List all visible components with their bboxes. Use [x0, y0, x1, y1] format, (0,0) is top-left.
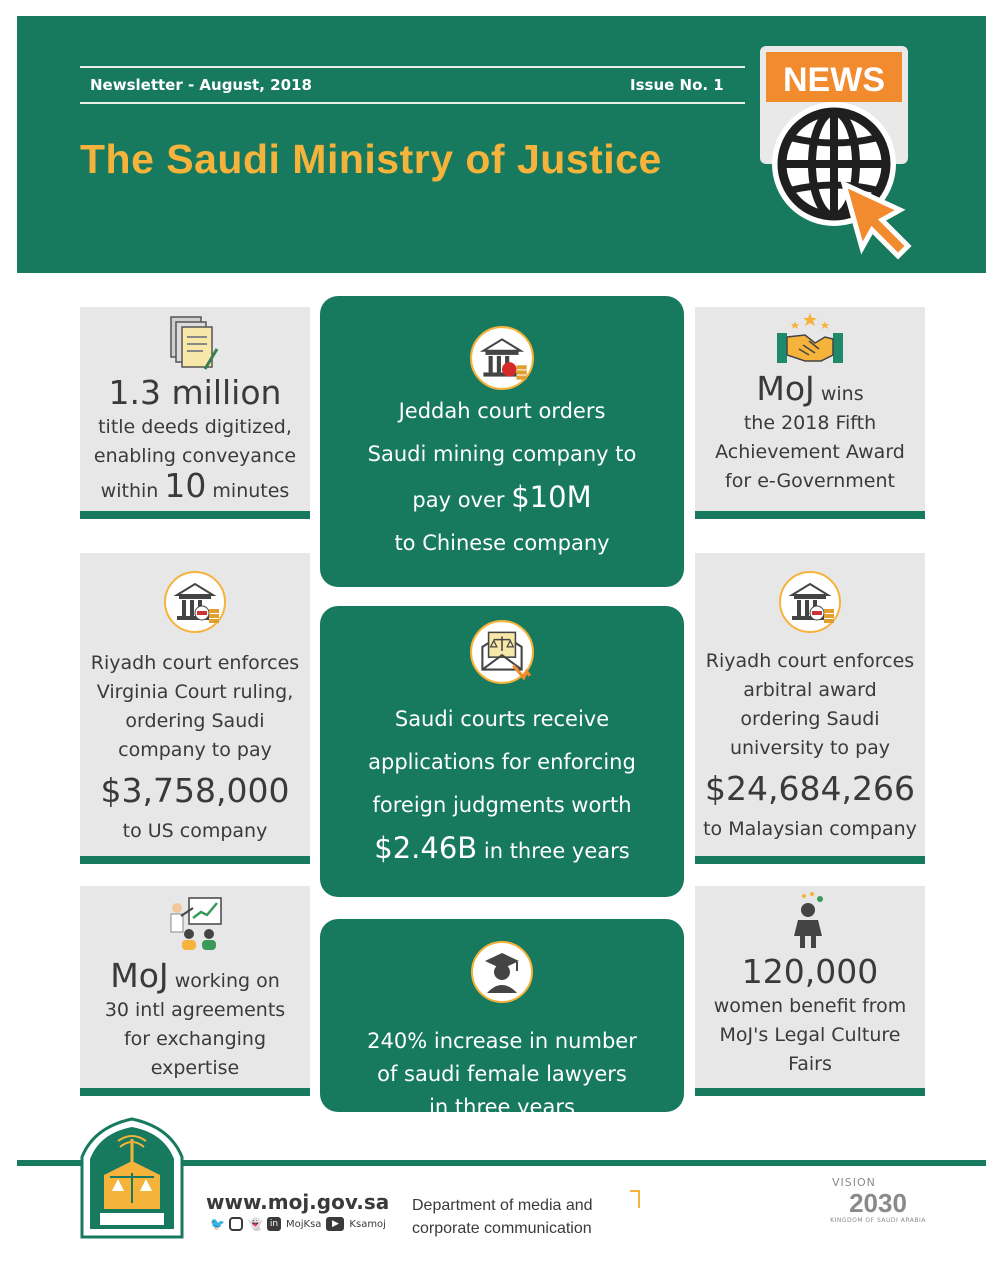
virginia-line-1: Riyadh court enforces	[90, 652, 300, 674]
virginia-line-3: ordering Saudi	[125, 710, 265, 732]
jeddah-line-3a: pay over	[412, 488, 505, 512]
deeds-line-3b: minutes	[212, 480, 290, 502]
malaysia-amount: $24,684,266	[705, 769, 915, 808]
department-line-1: Department of media and	[412, 1197, 593, 1214]
award-line-3: Achievement Award	[715, 441, 905, 463]
card-virginia-ruling	[80, 553, 310, 864]
deeds-count: 1.3 million	[108, 373, 282, 412]
lawyers-line-2: of saudi female lawyers	[377, 1062, 627, 1086]
malaysia-line-3: ordering Saudi	[740, 708, 880, 730]
linkedin-icon[interactable]: in	[267, 1217, 281, 1231]
header-rule-top	[80, 66, 745, 68]
deeds-line-3a: within	[100, 480, 159, 502]
handshake-award-icon	[775, 311, 845, 369]
news-badge-text: NEWS	[783, 61, 885, 99]
department-name	[412, 1194, 593, 1240]
agreements-line-1: working on	[174, 970, 280, 992]
virginia-amount: $3,758,000	[100, 771, 290, 810]
page-title: The Saudi Ministry of Justice	[80, 136, 662, 182]
agreements-line-3: for exchanging	[123, 1028, 267, 1050]
envelope-scales-icon	[470, 620, 534, 684]
award-line-2: the 2018 Fifth	[743, 412, 877, 434]
malaysia-line-2: arbitral award	[743, 679, 877, 701]
social-handle-2[interactable]: Ksamoj	[349, 1218, 386, 1230]
graduate-icon	[471, 941, 533, 1003]
virginia-line-4: company to pay	[118, 739, 272, 761]
card-jeddah-court	[320, 296, 684, 587]
malaysia-line-1: Riyadh court enforces	[705, 650, 915, 672]
award-line-1: wins	[820, 383, 864, 405]
department-line-2: corporate communication	[412, 1220, 592, 1237]
award-moj: MoJ	[756, 369, 815, 408]
women-line-2: MoJ's Legal Culture	[719, 1024, 901, 1046]
virginia-line-5: to US company	[122, 820, 268, 842]
card-women-fairs	[695, 886, 925, 1096]
instagram-icon[interactable]	[229, 1217, 243, 1231]
malaysia-line-5: to Malaysian company	[703, 818, 917, 840]
jeddah-line-1: Jeddah court orders	[398, 399, 606, 423]
foreign-line-3: foreign judgments worth	[372, 793, 632, 817]
deeds-line-2: enabling conveyance	[93, 445, 297, 467]
jeddah-line-2: Saudi mining company to	[367, 442, 637, 466]
court-yuan-icon	[470, 326, 534, 390]
social-links	[210, 1217, 386, 1231]
woman-idea-icon	[790, 890, 830, 950]
agreements-line-4: expertise	[150, 1057, 240, 1079]
court-usd-icon	[779, 571, 841, 633]
virginia-line-2: Virginia Court ruling,	[96, 681, 294, 703]
card-award	[695, 307, 925, 519]
foreign-amount: $2.46B	[374, 831, 478, 865]
agreements-line-2: 30 intl agreements	[104, 999, 286, 1021]
vision-year: 2030	[849, 1188, 907, 1218]
deeds-line-1: title deeds digitized,	[98, 416, 292, 438]
vision-2030-logo	[828, 1176, 928, 1238]
card-foreign-judgments	[320, 606, 684, 897]
card-intl-agreements	[80, 886, 310, 1096]
ministry-emblem-logo	[80, 1117, 184, 1239]
department-accent	[630, 1190, 640, 1208]
lawyers-line-1: 240% increase in number	[367, 1029, 637, 1053]
header-rule-bottom	[80, 102, 745, 104]
foreign-line-2: applications for enforcing	[368, 750, 636, 774]
foreign-line-4: in three years	[483, 839, 630, 863]
presentation-icon	[165, 894, 225, 952]
jeddah-amount: $10M	[511, 480, 592, 514]
foreign-line-1: Saudi courts receive	[394, 707, 610, 731]
snapchat-icon[interactable]: 👻	[248, 1217, 263, 1231]
vision-kingdom: KINGDOM OF SAUDI ARABIA	[830, 1217, 926, 1224]
website-url[interactable]: www.moj.gov.sa	[206, 1190, 390, 1214]
women-count: 120,000	[741, 952, 879, 991]
jeddah-line-4: to Chinese company	[394, 531, 610, 555]
agreements-moj: MoJ	[110, 956, 169, 995]
court-usd-icon	[164, 571, 226, 633]
award-line-4: for e-Government	[725, 470, 895, 492]
vision-word: VISION	[832, 1176, 876, 1189]
social-handle-1[interactable]: MojKsa	[286, 1218, 322, 1230]
women-line-1: women benefit from	[713, 995, 907, 1017]
malaysia-line-4: university to pay	[729, 737, 891, 759]
card-title-deeds	[80, 307, 310, 519]
issue-number: Issue No. 1	[630, 76, 724, 94]
card-female-lawyers	[320, 919, 684, 1119]
card-malaysia-award	[695, 553, 925, 864]
news-globe-icon	[758, 44, 918, 276]
women-line-3: Fairs	[788, 1053, 832, 1075]
deeds-minutes: 10	[164, 466, 207, 505]
documents-icon	[165, 313, 225, 373]
newsletter-date: Newsletter - August, 2018	[90, 76, 312, 94]
youtube-icon[interactable]: ▶	[326, 1217, 344, 1231]
lawyers-line-3: in three years	[429, 1095, 575, 1119]
twitter-icon[interactable]: 🐦	[210, 1217, 225, 1231]
